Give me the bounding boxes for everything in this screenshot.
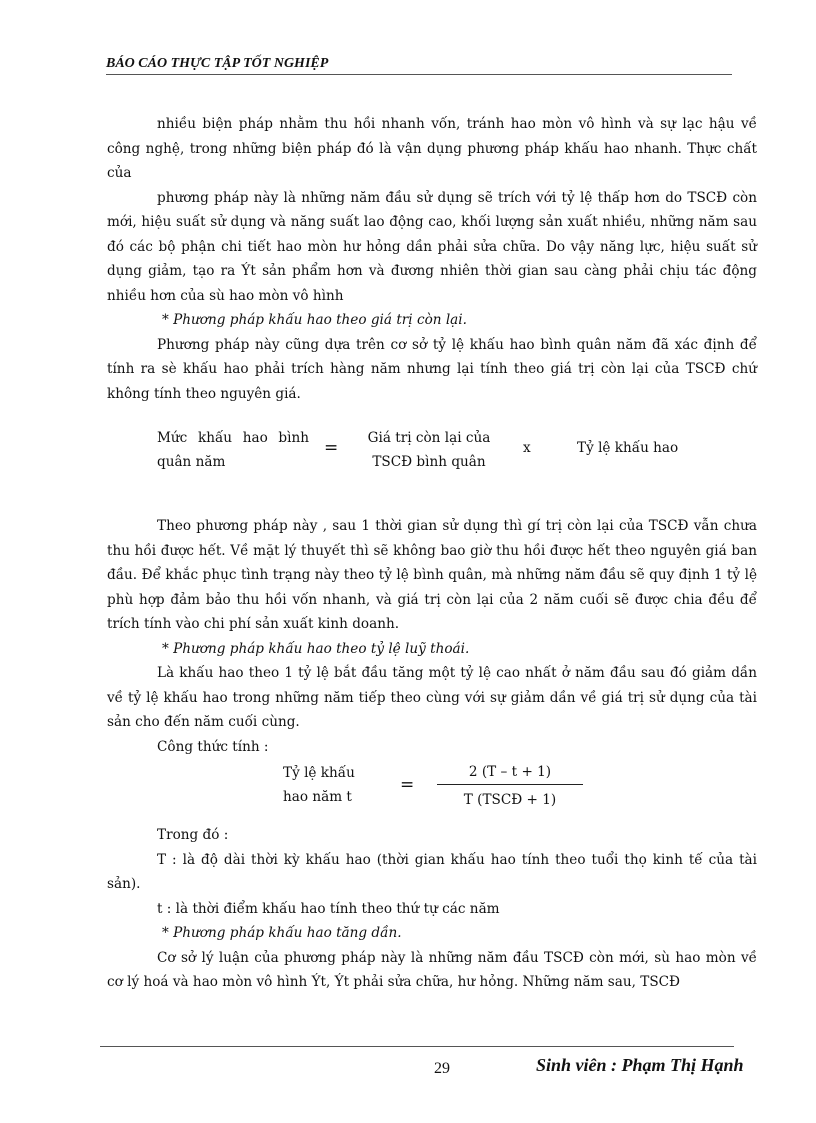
formula1-equals: = bbox=[324, 438, 339, 458]
paragraph-5: Là khấu hao theo 1 tỷ lệ bắt đầu tăng một tỷ lệ cao nhất ở năm đầu sau đó giảm dần về tỷ lệ khấu hao trong những năm tiếp theo cùng với sự giảm dần về giá trị sử dụng của tài sản cho đến năm cuối cùng. bbox=[107, 665, 757, 730]
formula2-fraction bbox=[437, 761, 583, 815]
formula1-lhs bbox=[157, 426, 309, 474]
footer-author: Sinh viên : Phạm Thị Hạnh bbox=[536, 1055, 744, 1075]
formula-average-depreciation bbox=[107, 426, 757, 496]
formula2-lhs-line2: hao năm t bbox=[283, 789, 352, 805]
formula2-equals: = bbox=[400, 775, 415, 795]
formula1-middle bbox=[359, 426, 499, 474]
paragraph-10: Cơ sở lý luận của phương pháp này là những năm đầu TSCĐ còn mới, sù hao mòn về cơ lý hoá và hao mòn vô hình Ýt, Ýt phải sửa chữa, hư hỏng. Những năm sau, TSCĐ bbox=[107, 949, 757, 990]
section-heading-increasing: * Phương pháp khấu hao tăng dần. bbox=[162, 925, 402, 941]
formula1-lhs-line1: Mức khấu hao bình bbox=[157, 430, 309, 446]
paragraph-9: t : là thời điểm khấu hao tính theo thứ tự các năm bbox=[157, 900, 500, 917]
formula-annual-rate bbox=[107, 761, 757, 819]
paragraph-7: Trong đó : bbox=[157, 827, 229, 843]
page-number: 29 bbox=[434, 1060, 450, 1077]
section-heading-residual-value: * Phương pháp khấu hao theo giá trị còn lại. bbox=[162, 312, 467, 328]
paragraph-4: Theo phương pháp này , sau 1 thời gian sử dụng thì gí trị còn lại của TSCĐ vẫn chưa thu hồi được hết. Về mặt lý thuyết thì sẽ không bao giờ thu hồi được hết theo nguyên giá ban đầu. Để khắc phục tình trạng này theo tỷ lệ bình quân, mà những năm đầu sẽ quy định 1 tỷ lệ phù hợp đảm bảo thu hồi vốn nhanh, và giá trị còn lại của 2 năm cuối sẽ được chia đều để trích tính vào chi phí sản xuất kinh doanh. bbox=[107, 518, 757, 632]
document-header: BÁO CÁO THỰC TẬP TỐT NGHIỆP bbox=[106, 56, 732, 75]
formula1-mid-line1: Giá trị còn lại của bbox=[367, 430, 491, 446]
paragraph-3: Phương pháp này cũng dựa trên cơ sở tỷ lệ khấu hao bình quân năm đã xác định để tính ra sè khấu hao phải trích hàng năm nhưng lại tính theo giá trị còn lại của TSCĐ chứ không tính theo nguyên giá. bbox=[107, 336, 757, 402]
formula1-rate: Tỷ lệ khấu hao bbox=[577, 440, 679, 456]
formula1-times: x bbox=[523, 440, 531, 456]
footer-divider bbox=[100, 1046, 734, 1047]
formula2-lhs-line1: Tỷ lệ khấu bbox=[283, 765, 355, 781]
paragraph-2: phương pháp này là những năm đầu sử dụng sẽ trích với tỷ lệ thấp hơn do TSCĐ còn mới, hiệu suất sử dụng và năng suất lao động cao, khối lượng sản xuất nhiều, những năm sau đó các bộ phận chi tiết hao mòn hư hỏng dần phải sửa chữa. Do vậy năng lực, hiệu suất sử dụng giảm, tạo ra Ýt sản phẩm hơn và đương nhiên thời gian sau càng phải chịu tác động nhiều hơn của sù hao mòn vô hình bbox=[107, 189, 757, 304]
formula2-denominator: T (TSCĐ + 1) bbox=[463, 792, 557, 808]
paragraph-6: Công thức tính : bbox=[157, 738, 269, 755]
formula2-numerator: 2 (T – t + 1) bbox=[437, 761, 583, 785]
formula2-lhs bbox=[283, 761, 355, 809]
page-content bbox=[107, 112, 757, 995]
paragraph-1: nhiều biện pháp nhằm thu hồi nhanh vốn, tránh hao mòn vô hình và sự lạc hậu về công nghệ, trong những biện pháp đó là vận dụng phương pháp khấu hao nhanh. Thực chất của bbox=[107, 116, 757, 181]
paragraph-8: T : là độ dài thời kỳ khấu hao (thời gian khấu hao tính theo tuổi thọ kinh tế của tài sản). bbox=[107, 851, 757, 892]
section-heading-declining-rate: * Phương pháp khấu hao theo tỷ lệ luỹ thoái. bbox=[162, 640, 470, 657]
formula1-lhs-line2: quân năm bbox=[157, 454, 226, 470]
formula1-mid-line2: TSCĐ bình quân bbox=[372, 454, 486, 470]
